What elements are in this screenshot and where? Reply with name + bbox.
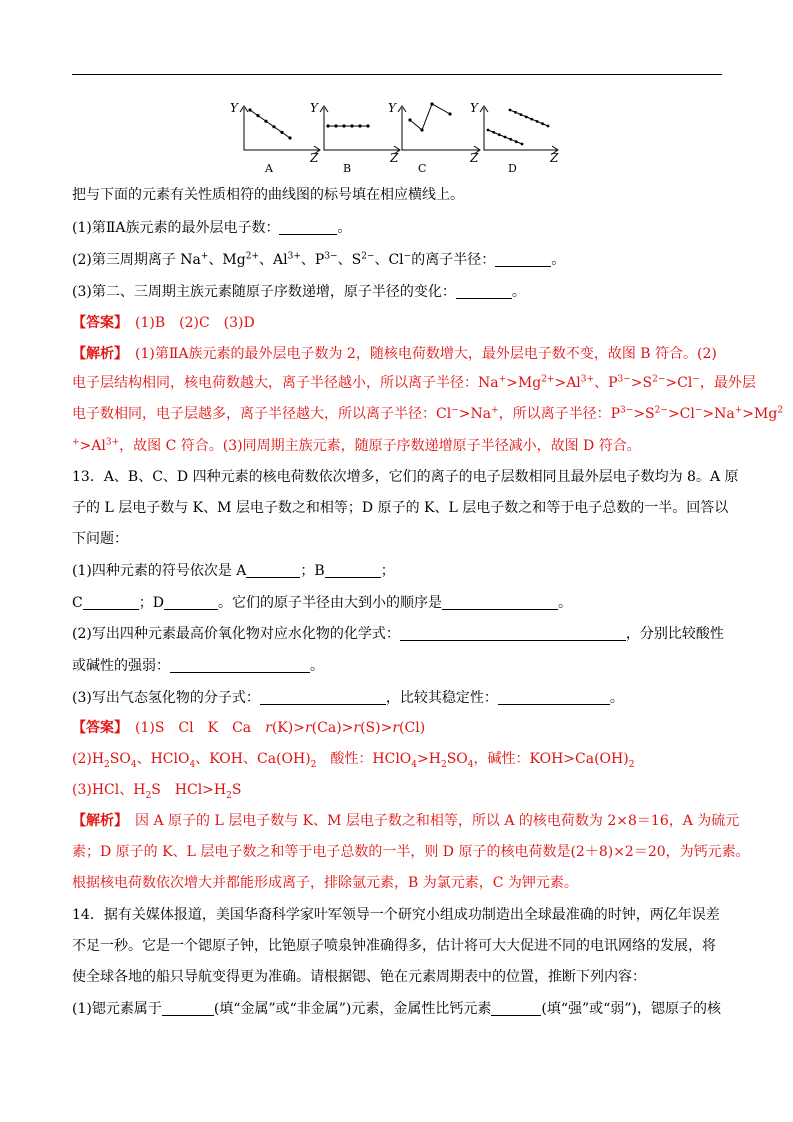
analysis-tag: 【解析】 [72,346,121,362]
graph-c-line [410,104,450,130]
q13-part2-line2: 或碱性的强弱： 。 [72,658,324,674]
graph-a-y-label: Y [230,101,238,115]
graph-b-z-label: Z [390,151,399,165]
curve-graphs-figure [228,100,564,178]
q12-intro: 把与下面的元素有关性质相符的曲线图的标号填在相应横线上。 [72,187,464,203]
answer-blank [260,690,386,705]
answer-blank [491,1001,541,1016]
graph-c-caption: C [418,162,427,175]
q13-answer-line3: (3)HCl、$H_2S$ $HCl>H_2S$ [72,782,242,801]
graph-d-caption: D [508,162,517,175]
answer-blank [279,220,337,235]
graph-c-axes [402,108,480,150]
answer-blank [170,658,310,673]
q13-part1-line2: C ；D 。它们的原子半径由大到小的顺序是 。 [72,595,572,611]
graph-d-z-label: Z [550,151,559,165]
graph-b-caption: B [343,162,352,175]
q14-stem-line3: 使全球各地的船只导航变得更为准确。请根据锶、铯在元素周期表中的位置，推断下列内容： [72,969,646,985]
q13-stem-line2: 子的 L 层电子数与 K、M 层电子数之和相等；D 原子的 K、L 层电子数之和等于电子总数的一半。回答以 [72,500,729,516]
graph-c-y-label: Y [388,101,396,115]
answer-blank [325,563,381,578]
answer-tag: 【答案】 [72,315,121,331]
answer-blank [162,1001,214,1016]
answer-blank [246,563,300,578]
answer-blank [400,626,626,641]
graph-a-z-label: Z [310,151,319,165]
q13-analysis-line2: 素；D 原子的 K、L 层电子数之和等于电子总数的一半，则 D 原子的核电荷数是(2＋8)×2＝20，为钙元素。 [72,844,750,860]
answer-tag: 【答案】 [72,720,121,736]
answer-blank [442,595,558,610]
q13-part3: (3)写出气态氢化物的分子式： ，比较其稳定性： 。 [72,690,624,706]
header-rule [72,74,722,75]
q13-part1-line1: (1)四种元素的符号依次是 A ；B ； [72,563,395,579]
q12-analysis-line1: 【解析】 (1)第ⅡA族元素的最外层电子数为 2，随核电荷数增大，最外层电子数不变，故图 B 符合。(2) [72,346,717,362]
graph-a-caption: A [265,162,273,175]
q13-analysis-line3: 根据核电荷数依次增大并都能形成离子，排除氩元素，B 为氯元素，C 为钾元素。 [72,875,578,891]
q13-answer-line1: 【答案】 (1)S Cl K Ca r(K)>r(Ca)>r(S)>r(Cl) [72,720,426,736]
q12-answer: 【答案】 (1)B (2)C (3)D [72,315,255,331]
q14-part1: (1)锶元素属于 (填“金属”或“非金属”)元素，金属性比钙元素 (填“强”或“弱”)，锶原子的核 [72,1001,721,1017]
answer-blank [83,595,139,610]
q13-stem-line1: 13．A、B、C、D 四种元素的核电荷数依次增多，它们的离子的电子层数相同且最外层电子数均为 8。A 原 [72,469,739,485]
q12-part2: (2)第三周期离子 Na+、$Mg^{2+}$、$Al^{3+}$、$P^{3-}$、$S^{2-}$、Cl−的离子半径： 。 [72,251,566,268]
answer-blank [456,284,512,299]
q14-stem-line1: 14．据有关媒体报道，美国华裔科学家叶军领导一个研究小组成功制造出全球最准确的时钟，两亿年误差 [72,907,720,923]
q12-analysis-line2: 电子层结构相同，核电荷数越大，离子半径越小，所以离子半径：$Na^+>Mg^{2+}>Al^{3+}$、$P^{3-}>S^{2-}>Cl^-$，最外层 [72,374,756,391]
q12-analysis-line3: 电子数相同，电子层越多，离子半径越大，所以离子半径：Cl−>Na+，所以离子半径：$P^{3-}>S^{2-}>Cl^->Na^+>Mg^2$ [72,405,784,422]
q12-analysis-line4: $^+>Al^{3+}$，故图 C 符合。(3)同周期主族元素，随原子序数递增原子半径减小，故图 D 符合。 [72,437,641,454]
q13-analysis-line1: 【解析】 因 A 原子的 L 层电子数与 K、M 层电子数之和相等，所以 A 的核电荷数为 2×8＝16，A 为硫元 [72,813,740,829]
answer-blank [164,595,218,610]
q14-stem-line2: 不足一秒。它是一个锶原子钟，比铯原子喷泉钟准确得多，估计将可大大促进不同的电讯网络的发展，将 [72,938,716,954]
q13-part2-line1: (2)写出四种元素最高价氧化物对应水化物的化学式： ，分别比较酸性 [72,626,724,642]
answer-blank [498,690,610,705]
answer-blank [495,252,551,267]
graph-d-y-label: Y [470,101,478,115]
q12-part3: (3)第二、三周期主族元素随原子序数递增，原子半径的变化： 。 [72,284,526,300]
q13-stem-line3: 下问题： [72,531,128,547]
q12-part1: (1)第ⅡA族元素的最外层电子数： 。 [72,220,352,236]
graph-a-line [250,110,290,138]
q13-answer-line2: $(2)H_2SO_4$、HClO$_4$、KOH、$Ca(OH)_2$ 酸性：$HClO_4>H_2SO_4$，碱性：$KOH>Ca(OH)_2$ [72,751,635,770]
graph-c-z-label: Z [470,151,479,165]
analysis-tag: 【解析】 [72,813,121,829]
graph-b-y-label: Y [310,101,318,115]
